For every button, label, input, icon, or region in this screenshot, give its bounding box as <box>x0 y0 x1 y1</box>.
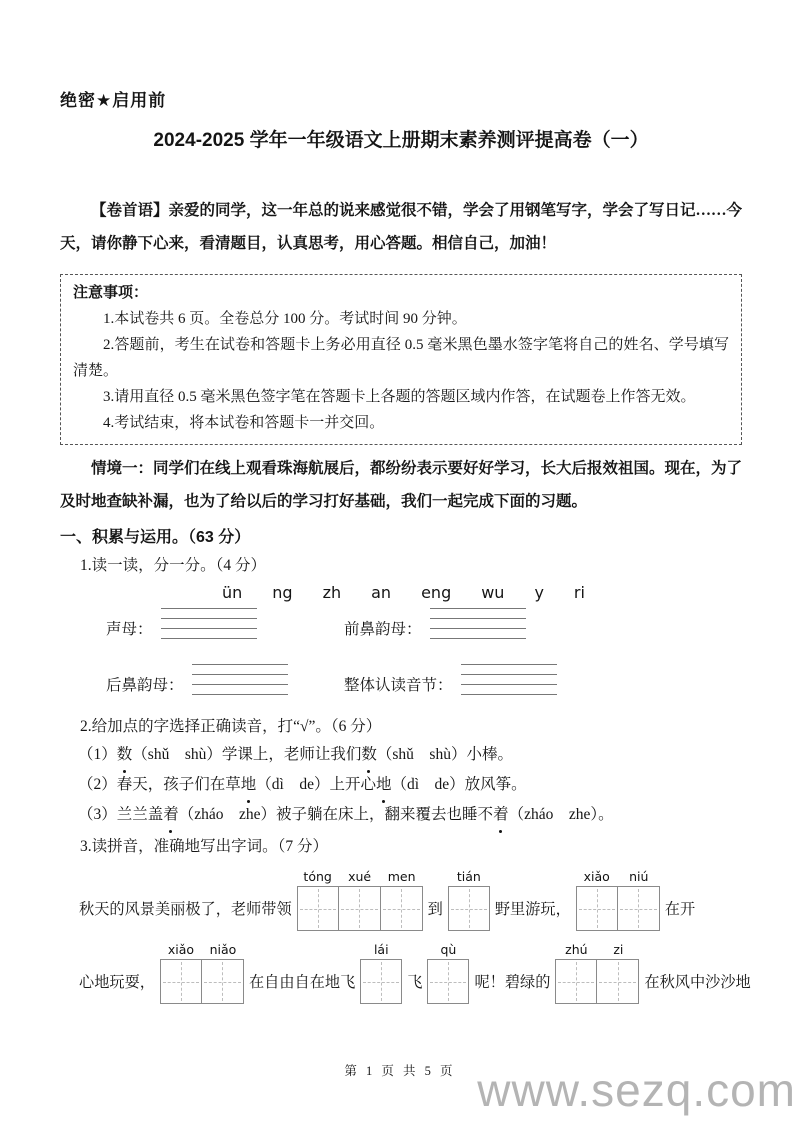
pinyin-labels <box>160 942 244 957</box>
character-writing-box <box>555 959 597 1004</box>
pinyin-item: eng <box>421 583 452 602</box>
answer-lines <box>430 608 526 648</box>
question3-line1 <box>76 869 742 931</box>
question3-title: 3.读拼音，准确地写出字词。（7 分） <box>80 838 329 855</box>
question-3 <box>60 834 751 1004</box>
question3-text: 呢！碧绿的 <box>474 974 551 991</box>
question3-text: 在开 <box>664 901 696 918</box>
character-box-group <box>360 942 402 1004</box>
answer-line <box>430 608 526 618</box>
pinyin-label: tóng <box>303 869 332 884</box>
notice-title: 注意事项： <box>73 284 149 301</box>
dotted-character: 着 <box>163 800 179 830</box>
pinyin-labels <box>360 942 402 957</box>
question3-text: 到 <box>427 901 443 918</box>
question3-text: 秋天的风景美丽极了，老师带领 <box>79 901 292 918</box>
pinyin-item: an <box>371 583 392 602</box>
classification-cell <box>344 664 742 704</box>
page-number: 第 1 页 共 5 页 <box>344 1064 456 1078</box>
question3-text: 在自由自在地飞 <box>248 974 356 991</box>
classification-label: 整体认读音节： <box>344 677 453 694</box>
answer-line <box>430 638 526 648</box>
answer-line <box>161 608 257 618</box>
question2-sentence <box>78 800 742 830</box>
question2-sentence <box>78 770 742 800</box>
dotted-character: 地 <box>376 770 392 800</box>
dotted-character: 数 <box>117 740 133 770</box>
answer-line <box>192 684 288 694</box>
answer-line <box>161 638 257 648</box>
answer-lines <box>192 664 288 704</box>
character-cells <box>448 886 490 931</box>
question3-text: 心地玩耍， <box>79 974 155 991</box>
pinyin-label: lái <box>373 942 389 957</box>
notice-item: 3.请用直径 0.5 毫米黑色签字笔在答题卡上各题的答题区域内作答，在试题卷上作答无效。 <box>103 389 696 405</box>
answer-line <box>461 664 557 674</box>
notice-item: 2.答题前，考生在试卷和答题卡上务必用直径 0.5 毫米黑色墨水签字笔将自己的姓名、学号填写清楚。 <box>73 337 729 379</box>
classification-label: 前鼻韵母： <box>344 621 422 638</box>
question2-items <box>60 740 742 830</box>
question3-text: 野里游玩， <box>494 901 571 918</box>
pinyin-item: zh <box>322 583 342 602</box>
sentence-text: （shǔ shù）小棒。 <box>376 746 513 763</box>
sentence-text: （1） <box>78 746 117 763</box>
answer-line <box>192 694 288 704</box>
character-writing-box <box>297 886 339 931</box>
pinyin-label: niǎo <box>209 942 237 957</box>
question-2 <box>60 714 742 830</box>
character-cells <box>160 959 244 1004</box>
character-writing-box <box>339 886 381 931</box>
pinyin-labels <box>427 942 469 957</box>
sentence-text: （3）兰兰盖 <box>78 806 164 823</box>
question3-text: 飞 <box>407 974 423 991</box>
pinyin-labels <box>448 869 490 884</box>
pinyin-label: zhú <box>565 942 588 957</box>
character-writing-box <box>448 886 490 931</box>
pinyin-label: xué <box>348 869 372 884</box>
security-label: 绝密★启用前 <box>60 91 167 110</box>
character-writing-box <box>160 959 202 1004</box>
classification-answer-grid <box>106 608 742 704</box>
question1-title: 1.读一读，分一分。（4 分） <box>80 557 267 574</box>
sentence-text: （dì de）放风筝。 <box>391 776 527 793</box>
answer-line <box>192 664 288 674</box>
classification-cell <box>106 664 344 704</box>
classification-cell <box>344 608 742 648</box>
character-box-group <box>297 869 423 931</box>
dotted-character: 地 <box>241 770 257 800</box>
pinyin-label: tián <box>456 869 481 884</box>
answer-line <box>461 684 557 694</box>
pinyin-item: ri <box>573 583 585 602</box>
character-cells <box>576 886 660 931</box>
pinyin-label: xiǎo <box>167 942 195 957</box>
pinyin-label: zi <box>613 942 624 957</box>
classification-label: 声母： <box>106 621 153 638</box>
character-box-group <box>576 869 660 931</box>
character-writing-box <box>360 959 402 1004</box>
character-writing-box <box>202 959 244 1004</box>
character-cells <box>555 959 639 1004</box>
sentence-text: （dì de）上开心 <box>256 776 376 793</box>
question-1 <box>60 553 742 704</box>
answer-line <box>192 674 288 684</box>
answer-line <box>161 628 257 638</box>
answer-line <box>161 618 257 628</box>
answer-line <box>430 618 526 628</box>
sentence-text: （zháo zhe）。 <box>508 806 614 823</box>
character-writing-box <box>427 959 469 1004</box>
pinyin-item: wu <box>481 583 505 602</box>
intro-paragraph: 【卷首语】亲爱的同学，这一年总的说来感觉很不错，学会了用钢笔写字，学会了写日记……今天，请你静下心来，看清题目，认真思考，用心答题。相信自己，加油！ <box>60 202 743 252</box>
sentence-text: （shǔ shù）学课上，老师让我们 <box>132 746 362 763</box>
pinyin-items-row <box>222 583 742 602</box>
classification-cell <box>106 608 344 648</box>
question2-sentence <box>78 740 742 770</box>
character-writing-box <box>597 959 639 1004</box>
answer-lines <box>461 664 557 704</box>
answer-line <box>461 674 557 684</box>
pinyin-label: niú <box>629 869 649 884</box>
character-box-group <box>448 869 490 931</box>
question3-line2 <box>76 942 751 1004</box>
pinyin-labels <box>297 869 423 884</box>
scenario-paragraph: 情境一：同学们在线上观看珠海航展后，都纷纷表示要好好学习，长大后报效祖国。现在，为了及时地查缺补漏，也为了给以后的学习打好基础，我们一起完成下面的习题。 <box>60 460 743 510</box>
notice-item: 1.本试卷共 6 页。全卷总分 100 分。考试时间 90 分钟。 <box>103 311 467 327</box>
character-writing-box <box>576 886 618 931</box>
answer-line <box>461 694 557 704</box>
sentence-text: （2）春天，孩子们在草 <box>78 776 241 793</box>
pinyin-label: men <box>387 869 416 884</box>
character-writing-box <box>381 886 423 931</box>
pinyin-label: qù <box>440 942 457 957</box>
dotted-character: 数 <box>361 740 377 770</box>
answer-line <box>430 628 526 638</box>
answer-lines <box>161 608 257 648</box>
character-cells <box>297 886 423 931</box>
watermark-text: www.sezq.com <box>477 1064 796 1116</box>
pinyin-label: xiǎo <box>583 869 610 884</box>
pinyin-item: ng <box>272 583 293 602</box>
pinyin-item: y <box>534 583 544 602</box>
pinyin-labels <box>576 869 660 884</box>
notice-items <box>73 306 729 436</box>
page-title: 2024-2025 学年一年级语文上册期末素养测评提高卷（一） <box>153 130 649 151</box>
sentence-text: （zháo zhe）被子躺在床上，翻来覆去也睡不 <box>178 806 494 823</box>
question2-title: 2.给加点的字选择正确读音，打“√”。（6 分） <box>80 718 382 735</box>
character-cells <box>427 959 469 1004</box>
character-box-group <box>427 942 469 1004</box>
character-box-group <box>555 942 639 1004</box>
character-cells <box>360 959 402 1004</box>
pinyin-labels <box>555 942 639 957</box>
classification-label: 后鼻韵母： <box>106 677 184 694</box>
question3-text: 在秋风中沙沙地 <box>644 974 751 991</box>
notice-box <box>60 274 742 445</box>
notice-item: 4.考试结束，将本试卷和答题卡一并交回。 <box>103 415 385 431</box>
pinyin-item: ün <box>222 583 243 602</box>
character-box-group <box>160 942 244 1004</box>
section1-heading: 一、积累与运用。（63 分） <box>60 529 251 546</box>
dotted-character: 着 <box>493 800 509 830</box>
character-writing-box <box>618 886 660 931</box>
